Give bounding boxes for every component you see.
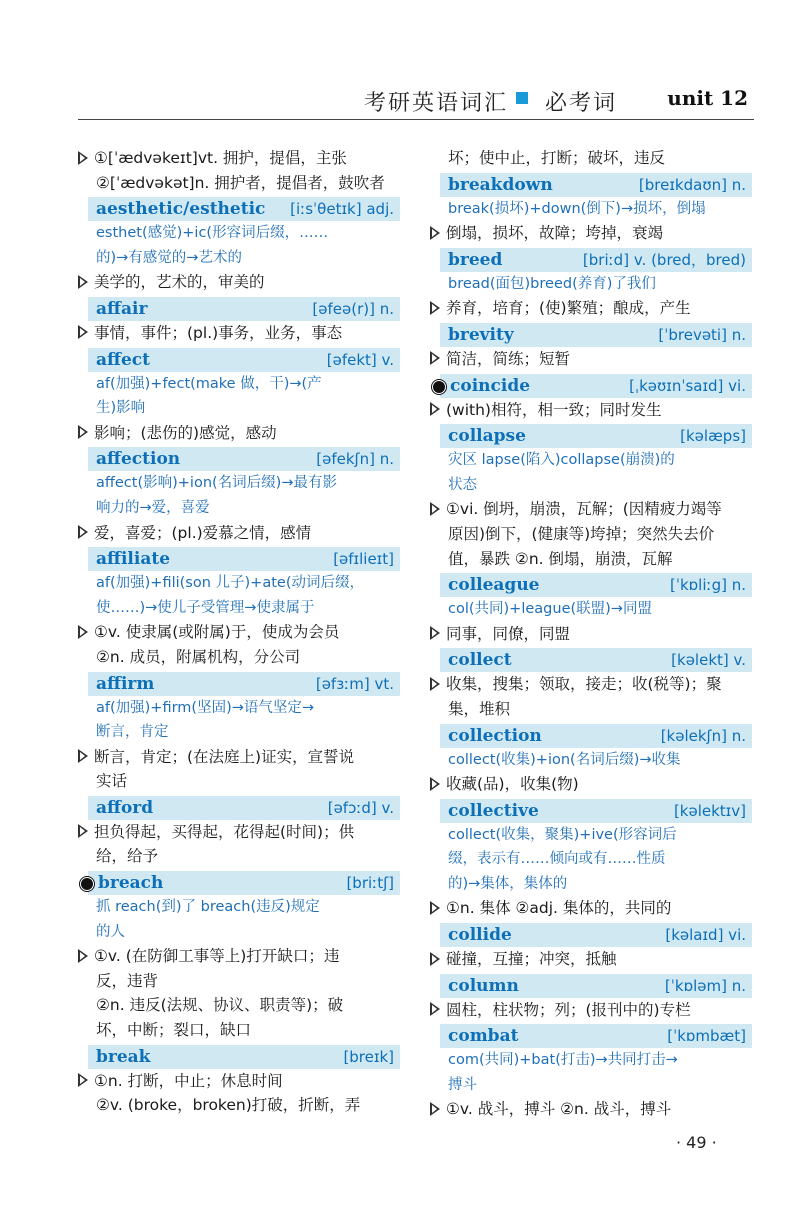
triangle-bullet-icon [430,1002,440,1016]
entry-headword-bar [440,1024,752,1048]
right-column [430,146,752,1122]
definition-continuation: ②n. 成员，附属机构，分公司 [96,647,301,666]
etymology-line: af(加强)+firm(坚固)→语气坚定→ [96,699,315,716]
definition-line [78,421,400,446]
definition-text: 同事，同僚，同盟 [446,624,571,643]
entry-headword-bar [440,923,752,947]
entry-headword-bar [440,248,752,272]
definition-continuation: 给，给予 [96,847,159,866]
definition-text: 倒塌，损坏，故障；垮掉，衰竭 [446,224,664,243]
triangle-bullet-icon [430,952,440,966]
pronunciation: [kəlekʃn] n. [660,726,746,745]
entry-headword-bar [440,424,752,448]
definition-continuation: 反，违背 [96,971,159,990]
definition-continuation: 坏；使中止，打断；破坏，违反 [448,149,666,167]
triangle-bullet-icon [430,777,440,791]
pronunciation: [kəlektɪv] [673,801,746,820]
page-number: · 49 · [676,1133,717,1152]
entry-headword-bar [440,724,752,748]
entry-headword-bar [88,796,400,820]
definition-line [430,221,752,246]
etymology-line: break(损坏)+down(倒下)→损坏，倒塌 [448,200,706,217]
definition-line [78,620,400,645]
definition-text: ①n. 打断，中止；休息时间 [94,1071,283,1090]
etymology-line: 状态 [448,476,477,493]
page-header [0,0,800,125]
book-title: 考研英语词汇 [363,91,508,116]
definition-text: 圆柱，柱状物；列；(报刊中的)专栏 [446,1000,691,1019]
definition-line [78,1069,400,1094]
etymology-line: 生)影响 [96,400,146,417]
entry-headword-bar [440,799,752,823]
triangle-bullet-icon [78,749,88,763]
definition-text: 碰撞，互撞；冲突，抵触 [446,950,617,969]
pronunciation: [əfɔːd] v. [327,798,394,817]
definition-text: 养育，培育；(使)繁殖；酿成，产生 [446,299,691,318]
definition-text: 担负得起，买得起，花得起(时间)；供 [94,822,355,841]
definition-text: ①vi. 倒坍，崩溃，瓦解；(因精疲力竭等 [446,500,722,519]
definition-text: 断言，肯定；(在法庭上)证实，宣誓说 [94,747,355,766]
pronunciation: [ˌkəʊɪnˈsaɪd] vi. [629,376,746,395]
headword: afford [96,797,154,818]
etymology-line: 的)→集体，集体的 [448,875,568,892]
definition-text: (with)相符，相一致；同时发生 [446,400,662,419]
headword: collide [448,925,512,946]
key-word-bullet-icon [432,380,446,394]
definition-text: 简洁，简练；短暂 [446,349,571,368]
headword: colleague [448,575,540,596]
etymology-line: 的)→有感觉的→艺术的 [96,249,242,266]
definition-continuation: ②[ˈædvəkət]n. 拥护者，提倡者，鼓吹者 [96,173,385,192]
pronunciation: [əfeə(r)] n. [312,299,394,318]
definition-text: ①[ˈædvəkeɪt]vt. 拥护，提倡，主张 [94,149,347,167]
pronunciation: [ˈkɒmbæt] [667,1027,746,1046]
etymology-line: affect(影响)+ion(名词后缀)→最有影 [96,475,337,492]
pronunciation: [ˈkɒləm] n. [664,976,746,995]
triangle-bullet-icon [78,525,88,539]
entry-headword-bar [88,197,400,221]
definition-line [430,347,752,372]
etymology-line: 响力的→爱，喜爱 [96,499,210,516]
definition-continuation: 原因)倒下，(健康等)垮掉；突然失去价 [448,524,715,543]
triangle-bullet-icon [430,402,440,416]
pronunciation: [iːsˈθetɪk] adj. [290,200,394,219]
definition-text: 爱，喜爱；(pl.)爱慕之情，感情 [94,523,312,542]
definition-text: ①v. 战斗，搏斗 ②n. 战斗，搏斗 [446,1100,672,1119]
headword: combat [448,1026,519,1047]
triangle-bullet-icon [78,625,88,639]
definition-text: ①n. 集体 ②adj. 集体的，共同的 [446,899,672,918]
key-word-bullet-icon [80,877,94,891]
definition-text: 影响；(悲伤的)感觉，感动 [94,423,277,442]
pronunciation: [əfekt] v. [326,350,394,369]
entry-headword-bar [440,648,752,672]
definition-line [430,622,752,647]
etymology-line: col(共同)+league(联盟)→同盟 [448,601,652,618]
pronunciation: [breɪkdaʊn] n. [638,175,746,194]
unit-label: unit 12 [667,86,748,110]
triangle-bullet-icon [430,1102,440,1116]
entry-headword-bar [88,871,400,895]
triangle-bullet-icon [78,151,88,165]
definition-line [430,672,752,697]
headword: aesthetic/esthetic [96,199,266,220]
definition-line [78,745,400,770]
definition-line [78,321,400,346]
definition-line [78,270,400,295]
triangle-bullet-icon [430,626,440,640]
headword: affirm [96,673,155,694]
triangle-bullet-icon [78,949,88,963]
headword: breakdown [448,174,553,195]
headword: collective [448,800,539,821]
definition-continuation: 值，暴跌 ②n. 倒塌，崩溃，瓦解 [448,549,673,568]
pronunciation: [ˈbrevəti] n. [658,325,746,344]
definition-text: ①v. 使隶属(或附属)于，使成为会员 [94,623,340,642]
entry-headword-bar [88,447,400,471]
definition-line [430,497,752,522]
etymology-line: 断言，肯定 [96,724,169,741]
etymology-line: esthet(感觉)+ic(形容词后缀，…… [96,225,329,242]
triangle-bullet-icon [430,226,440,240]
triangle-bullet-icon [430,502,440,516]
definition-text: 收藏(品)，收集(物) [446,775,579,794]
definition-line [430,947,752,972]
etymology-line: 抓 reach(到)了 breach(违反)规定 [96,899,320,916]
etymology-line: 搏斗 [448,1076,477,1093]
left-column [78,146,400,1118]
triangle-bullet-icon [78,425,88,439]
etymology-line: af(加强)+fect(make 做，干)→(产 [96,375,322,392]
entry-headword-bar [440,323,752,347]
pronunciation: [briːd] v. (bred，bred) [582,251,746,270]
definition-continuation: ②v. (broke，broken)打破，折断，弄 [96,1096,361,1115]
etymology-line: com(共同)+bat(打击)→共同打击→ [448,1052,678,1069]
definition-line [430,896,752,921]
entry-headword-bar [88,348,400,372]
definition-text: 事情，事件；(pl.)事务，业务，事态 [94,323,343,342]
etymology-line: collect(收集，聚集)+ive(形容词后 [448,826,677,843]
headword: break [96,1046,151,1067]
headword: affair [96,298,148,319]
etymology-line: 灾区 lapse(陷入)collapse(崩溃)的 [448,452,675,469]
definition-continuation: 坏，中断；裂口，缺口 [96,1021,252,1040]
pronunciation: [əfɪlieɪt] [333,550,394,569]
triangle-bullet-icon [78,275,88,289]
section-title: 必考词 [545,91,618,116]
etymology-line: af(加强)+fili(son 儿子)+ate(动词后缀， [96,575,364,592]
triangle-bullet-icon [430,301,440,315]
entry-headword-bar [88,1045,400,1069]
pronunciation: [briːtʃ] [346,874,394,893]
definition-line [78,146,400,171]
entry-headword-bar [88,672,400,696]
etymology-line: collect(收集)+ion(名词后缀)→收集 [448,751,681,768]
entry-headword-bar [440,974,752,998]
definition-text: 美学的，艺术的，审美的 [94,273,265,292]
definition-line [430,1097,752,1122]
headword: brevity [448,324,514,345]
pronunciation: [breɪk] [343,1047,394,1066]
definition-line [430,398,752,423]
definition-line [430,296,752,321]
triangle-bullet-icon [430,901,440,915]
etymology-line: 的人 [96,923,125,940]
headword: coincide [450,375,531,396]
definition-line [430,998,752,1023]
definition-line [78,944,400,969]
triangle-bullet-icon [430,351,440,365]
pronunciation: [kəlekt] v. [671,651,746,670]
pronunciation: [ˈkɒliːg] n. [670,576,746,595]
pronunciation: [kəlaɪd] vi. [665,926,746,945]
triangle-bullet-icon [78,1073,88,1087]
headword: collapse [448,426,526,447]
headword: breed [448,249,503,270]
triangle-bullet-icon [78,325,88,339]
headword: collection [448,725,542,746]
etymology-line: bread(面包)breed(养育)了我们 [448,275,656,292]
header-square-icon [516,92,528,104]
headword: affect [96,349,150,370]
headword: affiliate [96,549,171,570]
triangle-bullet-icon [430,677,440,691]
etymology-line: 缀，表示有……倾向或有……性质 [448,851,666,868]
headword: affection [96,449,181,470]
headword: collect [448,650,512,671]
entry-headword-bar [88,297,400,321]
definition-line [78,521,400,546]
pronunciation: [kəlæps] [680,427,746,446]
header-divider [78,119,754,120]
definition-continuation: 实话 [96,772,128,791]
etymology-line: 使……)→使儿子受管理→使隶属于 [96,599,315,616]
entry-headword-bar [440,573,752,597]
headword: column [448,975,519,996]
entry-headword-bar [440,374,752,398]
entry-headword-bar [88,547,400,571]
definition-text: 收集，搜集；领取，接走；收(税等)；聚 [446,675,722,694]
entry-headword-bar [440,173,752,197]
pronunciation: [əfekʃn] n. [316,450,394,469]
definition-line [430,772,752,797]
definition-continuation: 集，堆积 [448,699,511,718]
pronunciation: [əfɜːm] vt. [315,674,394,693]
definition-text: ①v. (在防御工事等上)打开缺口；违 [94,947,340,966]
triangle-bullet-icon [78,824,88,838]
definition-continuation: ②n. 违反(法规、协议、职责等)；破 [96,996,344,1015]
definition-line [78,820,400,845]
headword: breach [98,873,164,894]
